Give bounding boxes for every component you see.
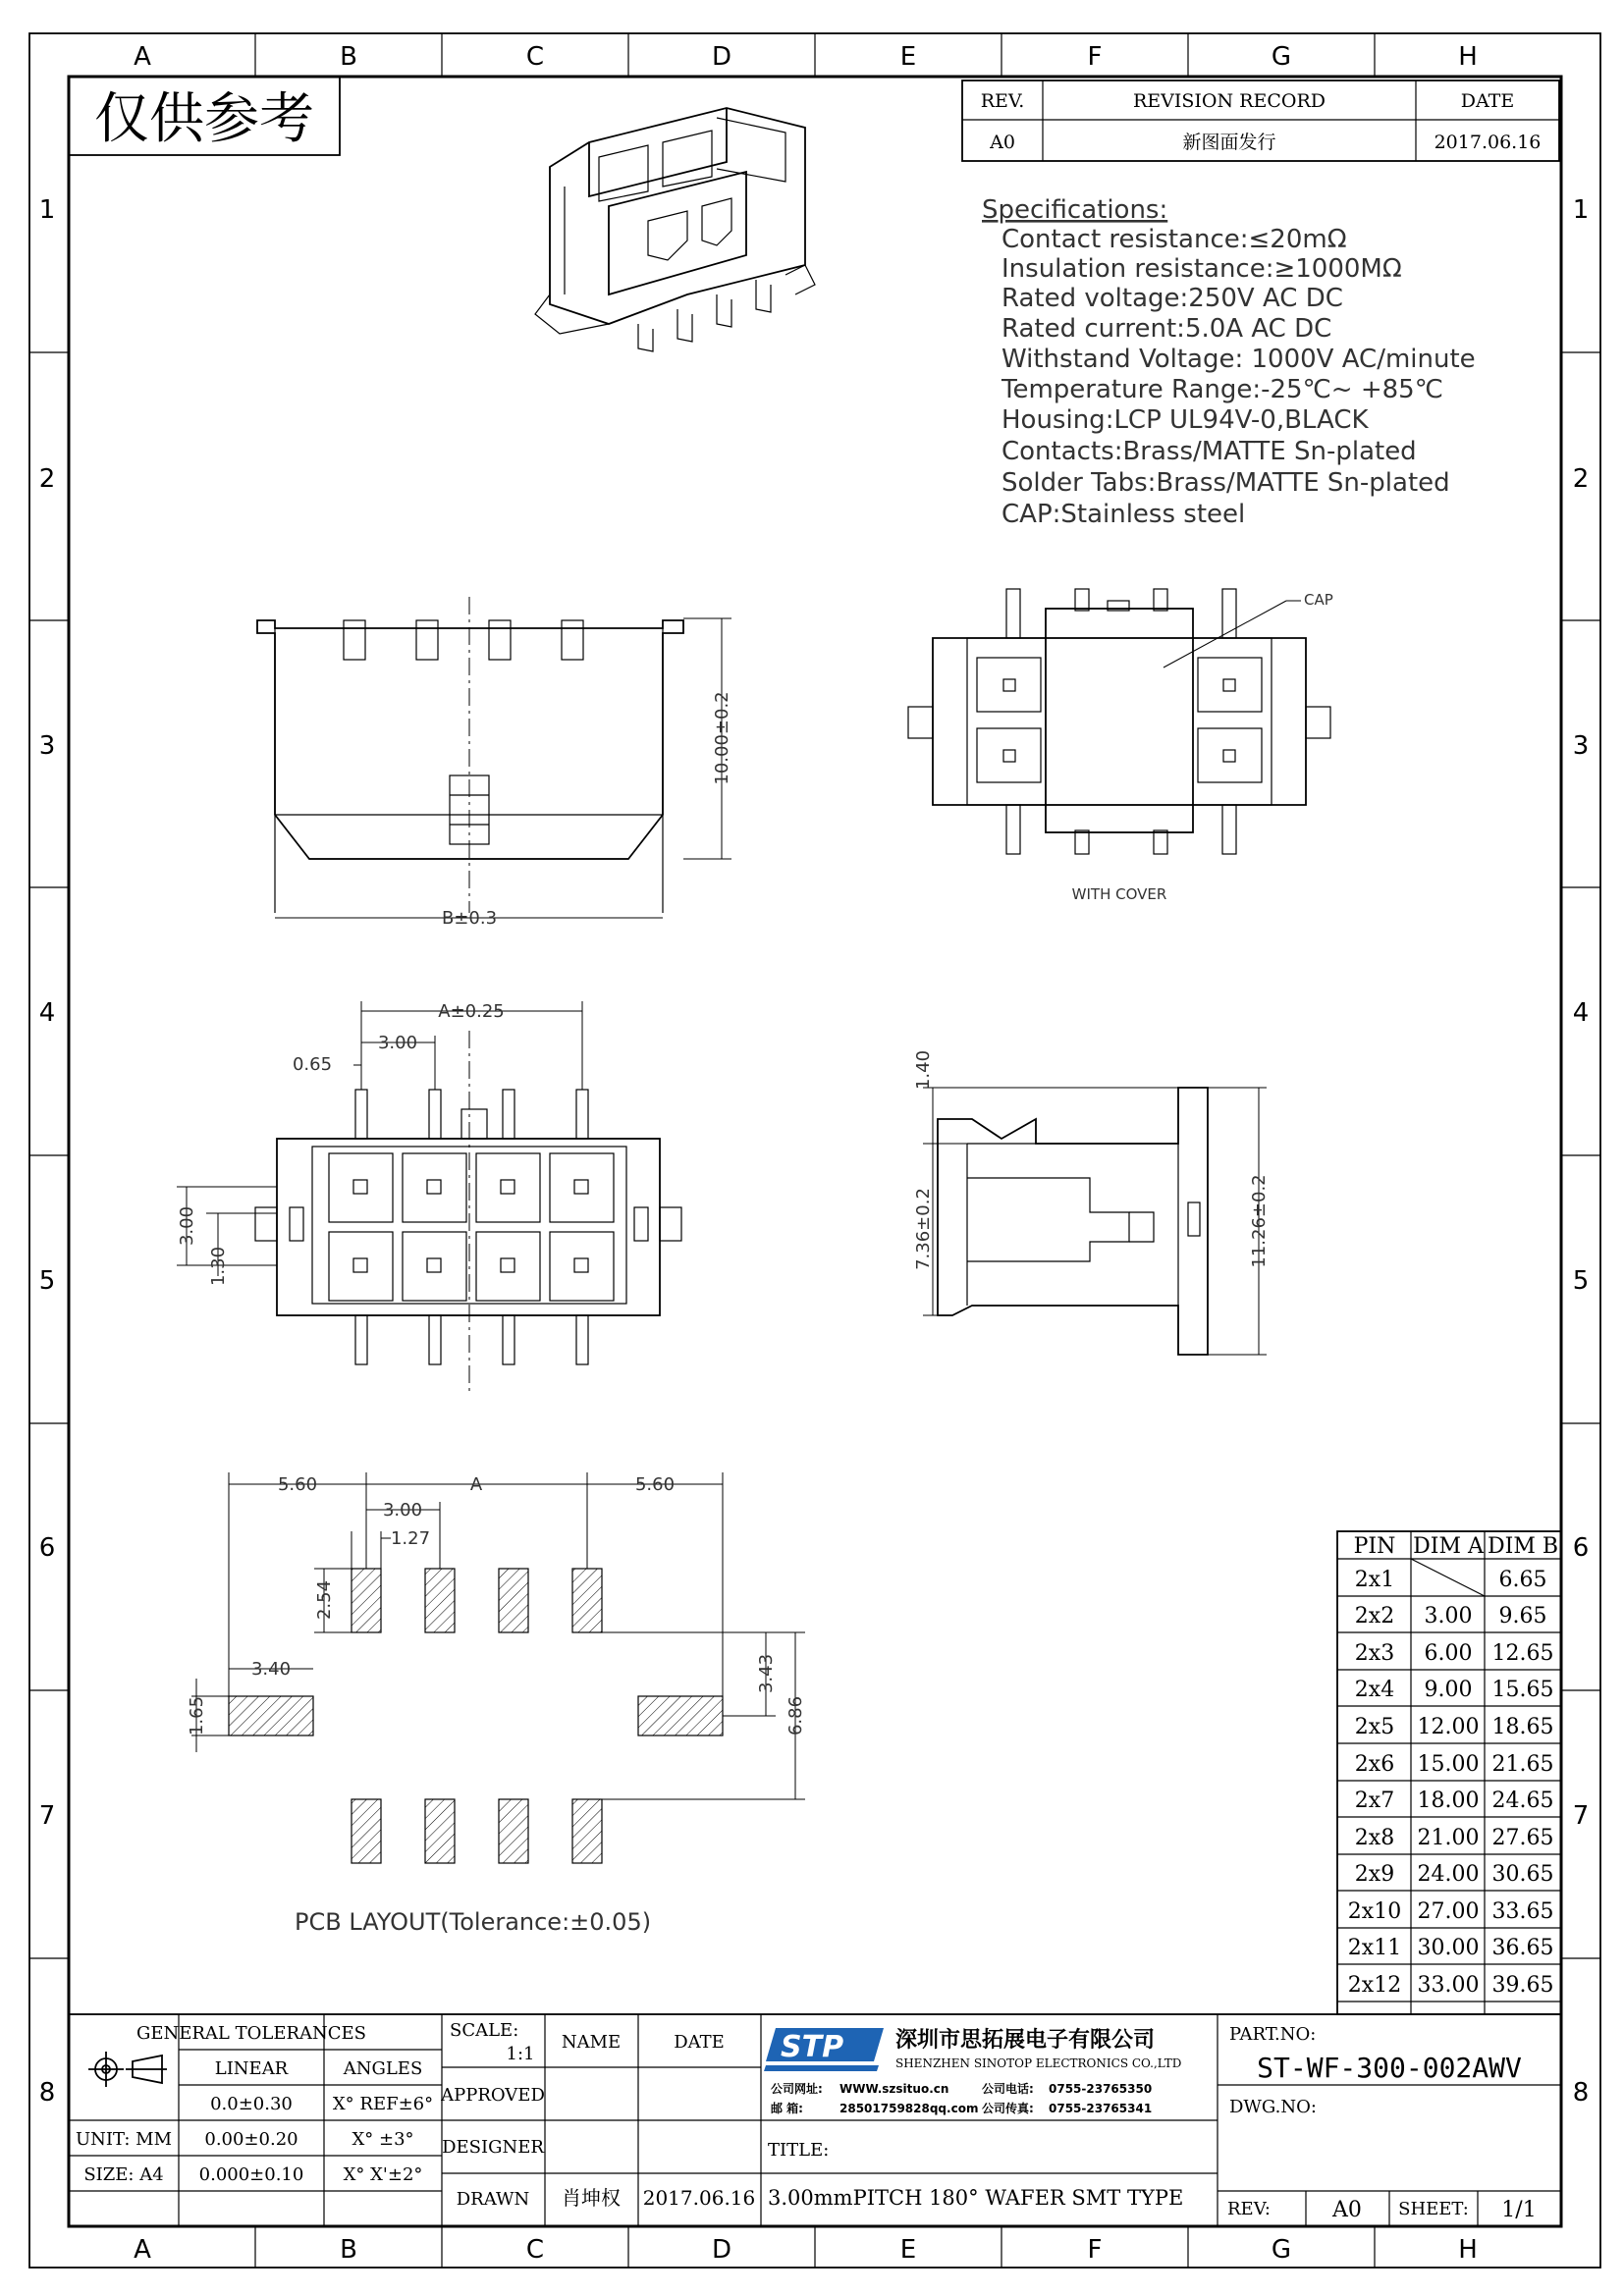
revision-rev: A0	[990, 132, 1015, 153]
linear-tol-1: 0.0±0.30	[210, 2094, 293, 2114]
col-label-bottom-c: C	[525, 2235, 545, 2265]
dim-pcb-total: 6.86	[785, 1695, 806, 1736]
unit-label: UNIT: MM	[75, 2129, 173, 2150]
rev-header: REV.	[980, 90, 1025, 112]
pin-cell: 15.00	[1417, 1752, 1480, 1777]
pin-table	[1337, 1531, 1561, 2014]
row-label-right-5: 5	[1572, 1266, 1590, 1296]
pcb-layout-title: PCB LAYOUT(Tolerance:±0.05)	[295, 1908, 652, 1936]
col-label-top-a: A	[134, 42, 151, 72]
pin-cell: 9.65	[1498, 1604, 1547, 1629]
phone-label: 公司电话:	[982, 2082, 1034, 2096]
col-label-bottom-a: A	[134, 2235, 151, 2265]
revision-date: 2017.06.16	[1434, 132, 1542, 153]
row-label-left-1: 1	[38, 195, 56, 225]
row-label-right-1: 1	[1572, 195, 1590, 225]
pin-cell: 9.00	[1424, 1678, 1473, 1702]
specifications	[982, 195, 1476, 529]
revision-record: 新图面发行	[1182, 132, 1276, 153]
dim-pcb-right: 5.60	[634, 1474, 676, 1495]
pin-cell: 24.00	[1417, 1862, 1480, 1887]
pcb-layout	[187, 1472, 806, 1936]
pin-cell: 2x7	[1354, 1789, 1395, 1813]
dim-pcb-half: 3.43	[756, 1653, 777, 1694]
spec-line: Contacts:Brass/MATTE Sn-plated	[1001, 437, 1417, 466]
pin-cell: 33.00	[1417, 1973, 1480, 1998]
angle-tol-1: X° REF±6°	[332, 2094, 434, 2114]
col-label-top-e: E	[899, 42, 917, 72]
revision-date-header: DATE	[1460, 90, 1515, 112]
pin-cell: 2x11	[1347, 1936, 1402, 1960]
email-value: 28501759828qq.com	[839, 2102, 979, 2115]
pin-cell: 33.65	[1491, 1899, 1554, 1924]
dim-side-mid: 7.36±0.2	[913, 1188, 934, 1270]
rev-label: REV:	[1227, 2199, 1271, 2219]
col-label-top-h: H	[1458, 42, 1478, 72]
pin-cell: 2x8	[1354, 1826, 1395, 1850]
pin-table-header: PIN	[1353, 1534, 1396, 1559]
col-label-bottom-g: G	[1271, 2235, 1292, 2265]
row-label-left-5: 5	[38, 1266, 56, 1296]
dim-pcb-tab-h: 1.65	[187, 1695, 207, 1736]
dim-top-a: A±0.25	[438, 1001, 505, 1022]
col-label-top-b: B	[340, 42, 357, 72]
general-tolerances-label: GENERAL TOLERANCES	[135, 2023, 367, 2044]
sheet-label: SHEET:	[1398, 2199, 1469, 2219]
dim-top-pitch: 3.00	[377, 1033, 418, 1053]
pin-cell: 30.65	[1491, 1862, 1554, 1887]
pcb-pad	[499, 1569, 528, 1632]
drawn-date: 2017.06.16	[642, 2186, 756, 2210]
dim-pcb-pad-h: 2.54	[314, 1579, 335, 1621]
spec-line: Rated voltage:250V AC DC	[1001, 284, 1343, 313]
pin-cell: 27.00	[1417, 1899, 1480, 1924]
pin-cell: 3.00	[1424, 1604, 1473, 1629]
pin-cell: 2x1	[1354, 1568, 1395, 1592]
dim-side-top: 1.40	[913, 1049, 934, 1091]
dim-pcb-a: A	[469, 1474, 483, 1495]
pin-cell: 12.65	[1491, 1641, 1554, 1666]
part-no-value: ST-WF-300-002AWV	[1257, 2052, 1522, 2084]
col-label-bottom-e: E	[899, 2235, 917, 2265]
pin-cell: 2x2	[1354, 1604, 1395, 1629]
spec-line: Rated current:5.0A AC DC	[1001, 314, 1332, 344]
rev-value: A0	[1332, 2198, 1362, 2222]
pin-cell: 39.65	[1491, 1973, 1554, 1998]
title-block	[69, 2014, 1561, 2226]
pin-cell: 27.65	[1491, 1826, 1554, 1850]
pin-table-header: DIM A	[1413, 1534, 1484, 1559]
pin-cell: 2x6	[1354, 1752, 1395, 1777]
drawing-title: 3.00mmPITCH 180° WAFER SMT TYPE	[768, 2186, 1184, 2210]
pin-cell: 21.65	[1491, 1752, 1554, 1777]
svg-text:STP: STP	[781, 2030, 844, 2064]
pin-cell: 2x3	[1354, 1641, 1395, 1666]
spec-line: Insulation resistance:≥1000MΩ	[1001, 254, 1402, 284]
pin-cell: 24.65	[1491, 1789, 1554, 1813]
pcb-pad	[425, 1569, 455, 1632]
part-no-label: PART.NO:	[1229, 2024, 1317, 2045]
dim-front-height: 10.00±0.2	[712, 691, 732, 785]
date-header: DATE	[674, 2032, 725, 2053]
dim-side-total: 11.26±0.2	[1249, 1174, 1270, 1268]
spec-line: Temperature Range:-25℃~ +85℃	[1001, 375, 1443, 404]
row-label-left-3: 3	[38, 731, 56, 761]
pcb-pad	[425, 1799, 455, 1863]
dim-pcb-tab-w: 3.40	[250, 1659, 292, 1680]
row-label-left-4: 4	[38, 998, 56, 1028]
scale-label: SCALE:	[450, 2020, 519, 2041]
side-view	[913, 1050, 1270, 1355]
col-label-top-c: C	[525, 42, 545, 72]
dim-top-row: 3.00	[177, 1205, 197, 1247]
spec-line: CAP:Stainless steel	[1001, 500, 1246, 529]
angle-tol-2: X° ±3°	[352, 2129, 414, 2150]
fax-label: 公司传真:	[982, 2102, 1034, 2115]
col-label-bottom-d: D	[711, 2235, 732, 2265]
angle-tol-3: X° X'±2°	[343, 2164, 423, 2185]
spec-line: Housing:LCP UL94V-0,BLACK	[1001, 405, 1369, 435]
row-label-left-7: 7	[38, 1801, 56, 1831]
dim-top-offset: 1.30	[208, 1246, 229, 1287]
dim-front-width: B±0.3	[441, 908, 498, 929]
spec-line: Solder Tabs:Brass/MATTE Sn-plated	[1001, 468, 1450, 498]
pin-cell: 15.65	[1491, 1678, 1554, 1702]
pcb-pad	[572, 1569, 602, 1632]
pin-cell: 2x5	[1354, 1715, 1395, 1739]
pin-cell: 6.00	[1424, 1641, 1473, 1666]
pin-cell: 18.65	[1491, 1715, 1554, 1739]
drawn-name: 肖坤权	[562, 2186, 621, 2210]
projection-symbol-icon	[88, 2052, 167, 2087]
designer-label: DESIGNER	[442, 2137, 544, 2158]
row-label-left-6: 6	[38, 1533, 56, 1563]
dim-pcb-pad-w: 1.27	[390, 1528, 431, 1549]
scale-value: 1:1	[506, 2044, 535, 2064]
pin-cell: 2x10	[1347, 1899, 1402, 1924]
pin-cell: 12.00	[1417, 1715, 1480, 1739]
email-label: 邮 箱:	[771, 2102, 803, 2115]
linear-tol-3: 0.000±0.10	[198, 2164, 304, 2185]
pin-table-header: DIM B	[1487, 1534, 1559, 1559]
angles-label: ANGLES	[343, 2058, 423, 2079]
spec-line: Withstand Voltage: 1000V AC/minute	[1001, 345, 1476, 374]
isometric-view	[535, 108, 815, 351]
row-label-right-7: 7	[1572, 1801, 1590, 1831]
pcb-tab	[229, 1696, 313, 1735]
pcb-pad	[572, 1799, 602, 1863]
size-label: SIZE: A4	[83, 2164, 164, 2185]
dim-pcb-left: 5.60	[277, 1474, 318, 1495]
sheet-value: 1/1	[1501, 2198, 1537, 2222]
front-view	[257, 597, 732, 929]
col-label-bottom-b: B	[340, 2235, 357, 2265]
name-header: NAME	[561, 2032, 622, 2053]
pin-cell: 2x4	[1354, 1678, 1395, 1702]
top-view-with-cover	[908, 589, 1333, 903]
dim-top-pin: 0.65	[292, 1054, 333, 1075]
phone-value: 0755-23765350	[1049, 2082, 1153, 2096]
row-label-right-2: 2	[1572, 464, 1590, 494]
reference-only-stamp	[69, 77, 340, 155]
col-label-bottom-h: H	[1458, 2235, 1478, 2265]
linear-label: LINEAR	[214, 2058, 289, 2079]
col-label-top-d: D	[711, 42, 732, 72]
row-label-right-4: 4	[1572, 998, 1590, 1028]
revision-record-header: REVISION RECORD	[1133, 90, 1326, 112]
company-logo	[764, 2028, 884, 2071]
dim-pcb-pitch: 3.00	[382, 1500, 423, 1521]
pin-cell: 36.65	[1491, 1936, 1554, 1960]
spec-title: Specifications:	[982, 195, 1168, 225]
row-label-right-8: 8	[1572, 2078, 1590, 2108]
revision-table	[962, 80, 1559, 161]
website-label: 公司网址:	[771, 2082, 823, 2096]
dwg-no-label: DWG.NO:	[1229, 2097, 1317, 2117]
pcb-tab	[638, 1696, 723, 1735]
reference-only-text: 仅供参考	[94, 87, 314, 151]
company-name-cn: 深圳市思拓展电子有限公司	[895, 2028, 1156, 2053]
pin-cell: 2x9	[1354, 1862, 1395, 1887]
with-cover-label: WITH COVER	[1071, 885, 1167, 903]
pin-cell: 18.00	[1417, 1789, 1480, 1813]
row-label-right-3: 3	[1572, 731, 1590, 761]
pin-cell: 30.00	[1417, 1936, 1480, 1960]
approved-label: APPROVED	[441, 2085, 545, 2106]
pcb-pad	[499, 1799, 528, 1863]
row-label-left-8: 8	[38, 2078, 56, 2108]
pcb-pad	[352, 1799, 381, 1863]
fax-value: 0755-23765341	[1049, 2102, 1153, 2115]
pin-cell: 21.00	[1417, 1826, 1480, 1850]
company-name-en: SHENZHEN SINOTOP ELECTRONICS CO.,LTD	[895, 2056, 1182, 2070]
row-label-right-6: 6	[1572, 1533, 1590, 1563]
spec-line: Contact resistance:≤20mΩ	[1001, 225, 1347, 254]
col-label-top-f: F	[1087, 42, 1103, 72]
pcb-pad	[352, 1569, 381, 1632]
top-view-pins	[177, 1001, 681, 1394]
linear-tol-2: 0.00±0.20	[204, 2129, 298, 2150]
website-value: WWW.szsituo.cn	[839, 2082, 949, 2096]
title-label: TITLE:	[768, 2140, 830, 2161]
row-label-left-2: 2	[38, 464, 56, 494]
col-label-bottom-f: F	[1087, 2235, 1103, 2265]
pin-cell: 6.65	[1498, 1568, 1547, 1592]
drawn-label: DRAWN	[456, 2189, 530, 2210]
cap-label: CAP	[1304, 591, 1333, 609]
col-label-top-g: G	[1271, 42, 1292, 72]
pin-cell: 2x12	[1347, 1973, 1402, 1998]
